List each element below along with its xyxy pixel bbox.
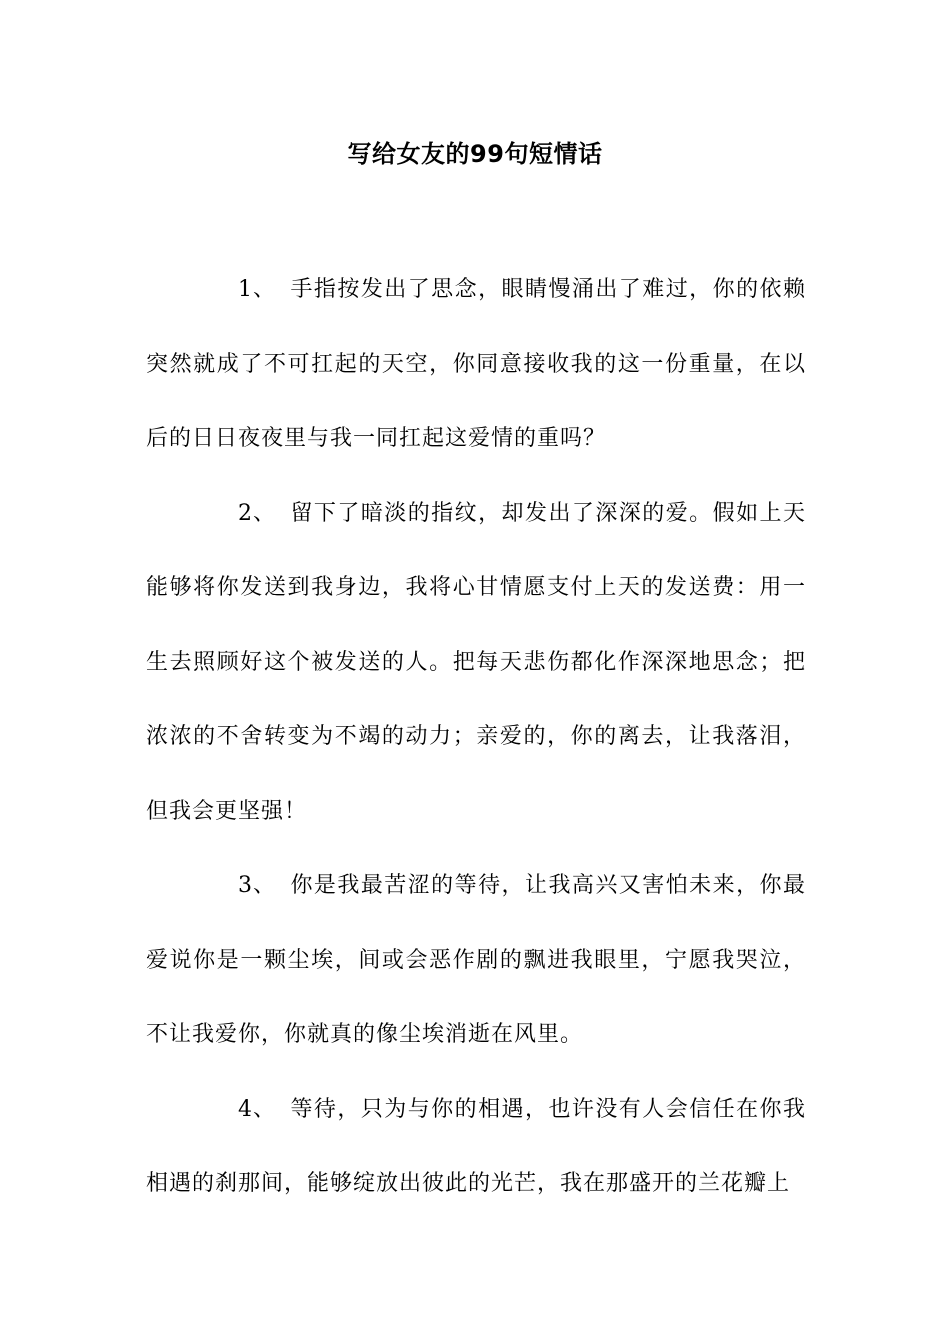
item-text: 你是我最苦涩的等待，让我高兴又害怕未来，你最爱说你是一颗尘埃，间或会恶作剧的飘进我眼里，宁愿我哭泣，不让我爱你，你就真的像尘埃消逝在风里。 [146, 873, 806, 1047]
item-number: 2、 [238, 500, 276, 526]
item-number: 1、 [238, 277, 276, 302]
item-text: 手指按发出了思念，眼睛慢涌出了难过，你的依赖突然就成了不可扛起的天空，你同意接收我的这一份重量，在以后的日日夜夜里与我一同扛起这爱情的重吗？ [146, 277, 806, 451]
item-text: 留下了暗淡的指纹，却发出了深深的爱。假如上天能够将你发送到我身边，我将心甘情愿支付上天的发送费：用一生去照顾好这个被发送的人。把每天悲伤都化作深深地思念；把浓浓的不舍转变为不竭的动力；亲爱的，你的离去，让我落泪，但我会更坚强！ [146, 500, 806, 824]
document-body [146, 253, 806, 1222]
document-title: 写给女友的99句短情话 [347, 140, 603, 168]
item-text: 等待，只为与你的相遇，也许没有人会信任在你我相遇的刹那间，能够绽放出彼此的光芒，我在那盛开的兰花瓣上 [146, 1096, 806, 1196]
item-number: 3、 [238, 873, 276, 898]
list-item [146, 1073, 806, 1222]
list-item [146, 253, 806, 477]
list-item [146, 849, 806, 1073]
item-number: 4、 [238, 1096, 276, 1122]
list-item [146, 477, 806, 850]
